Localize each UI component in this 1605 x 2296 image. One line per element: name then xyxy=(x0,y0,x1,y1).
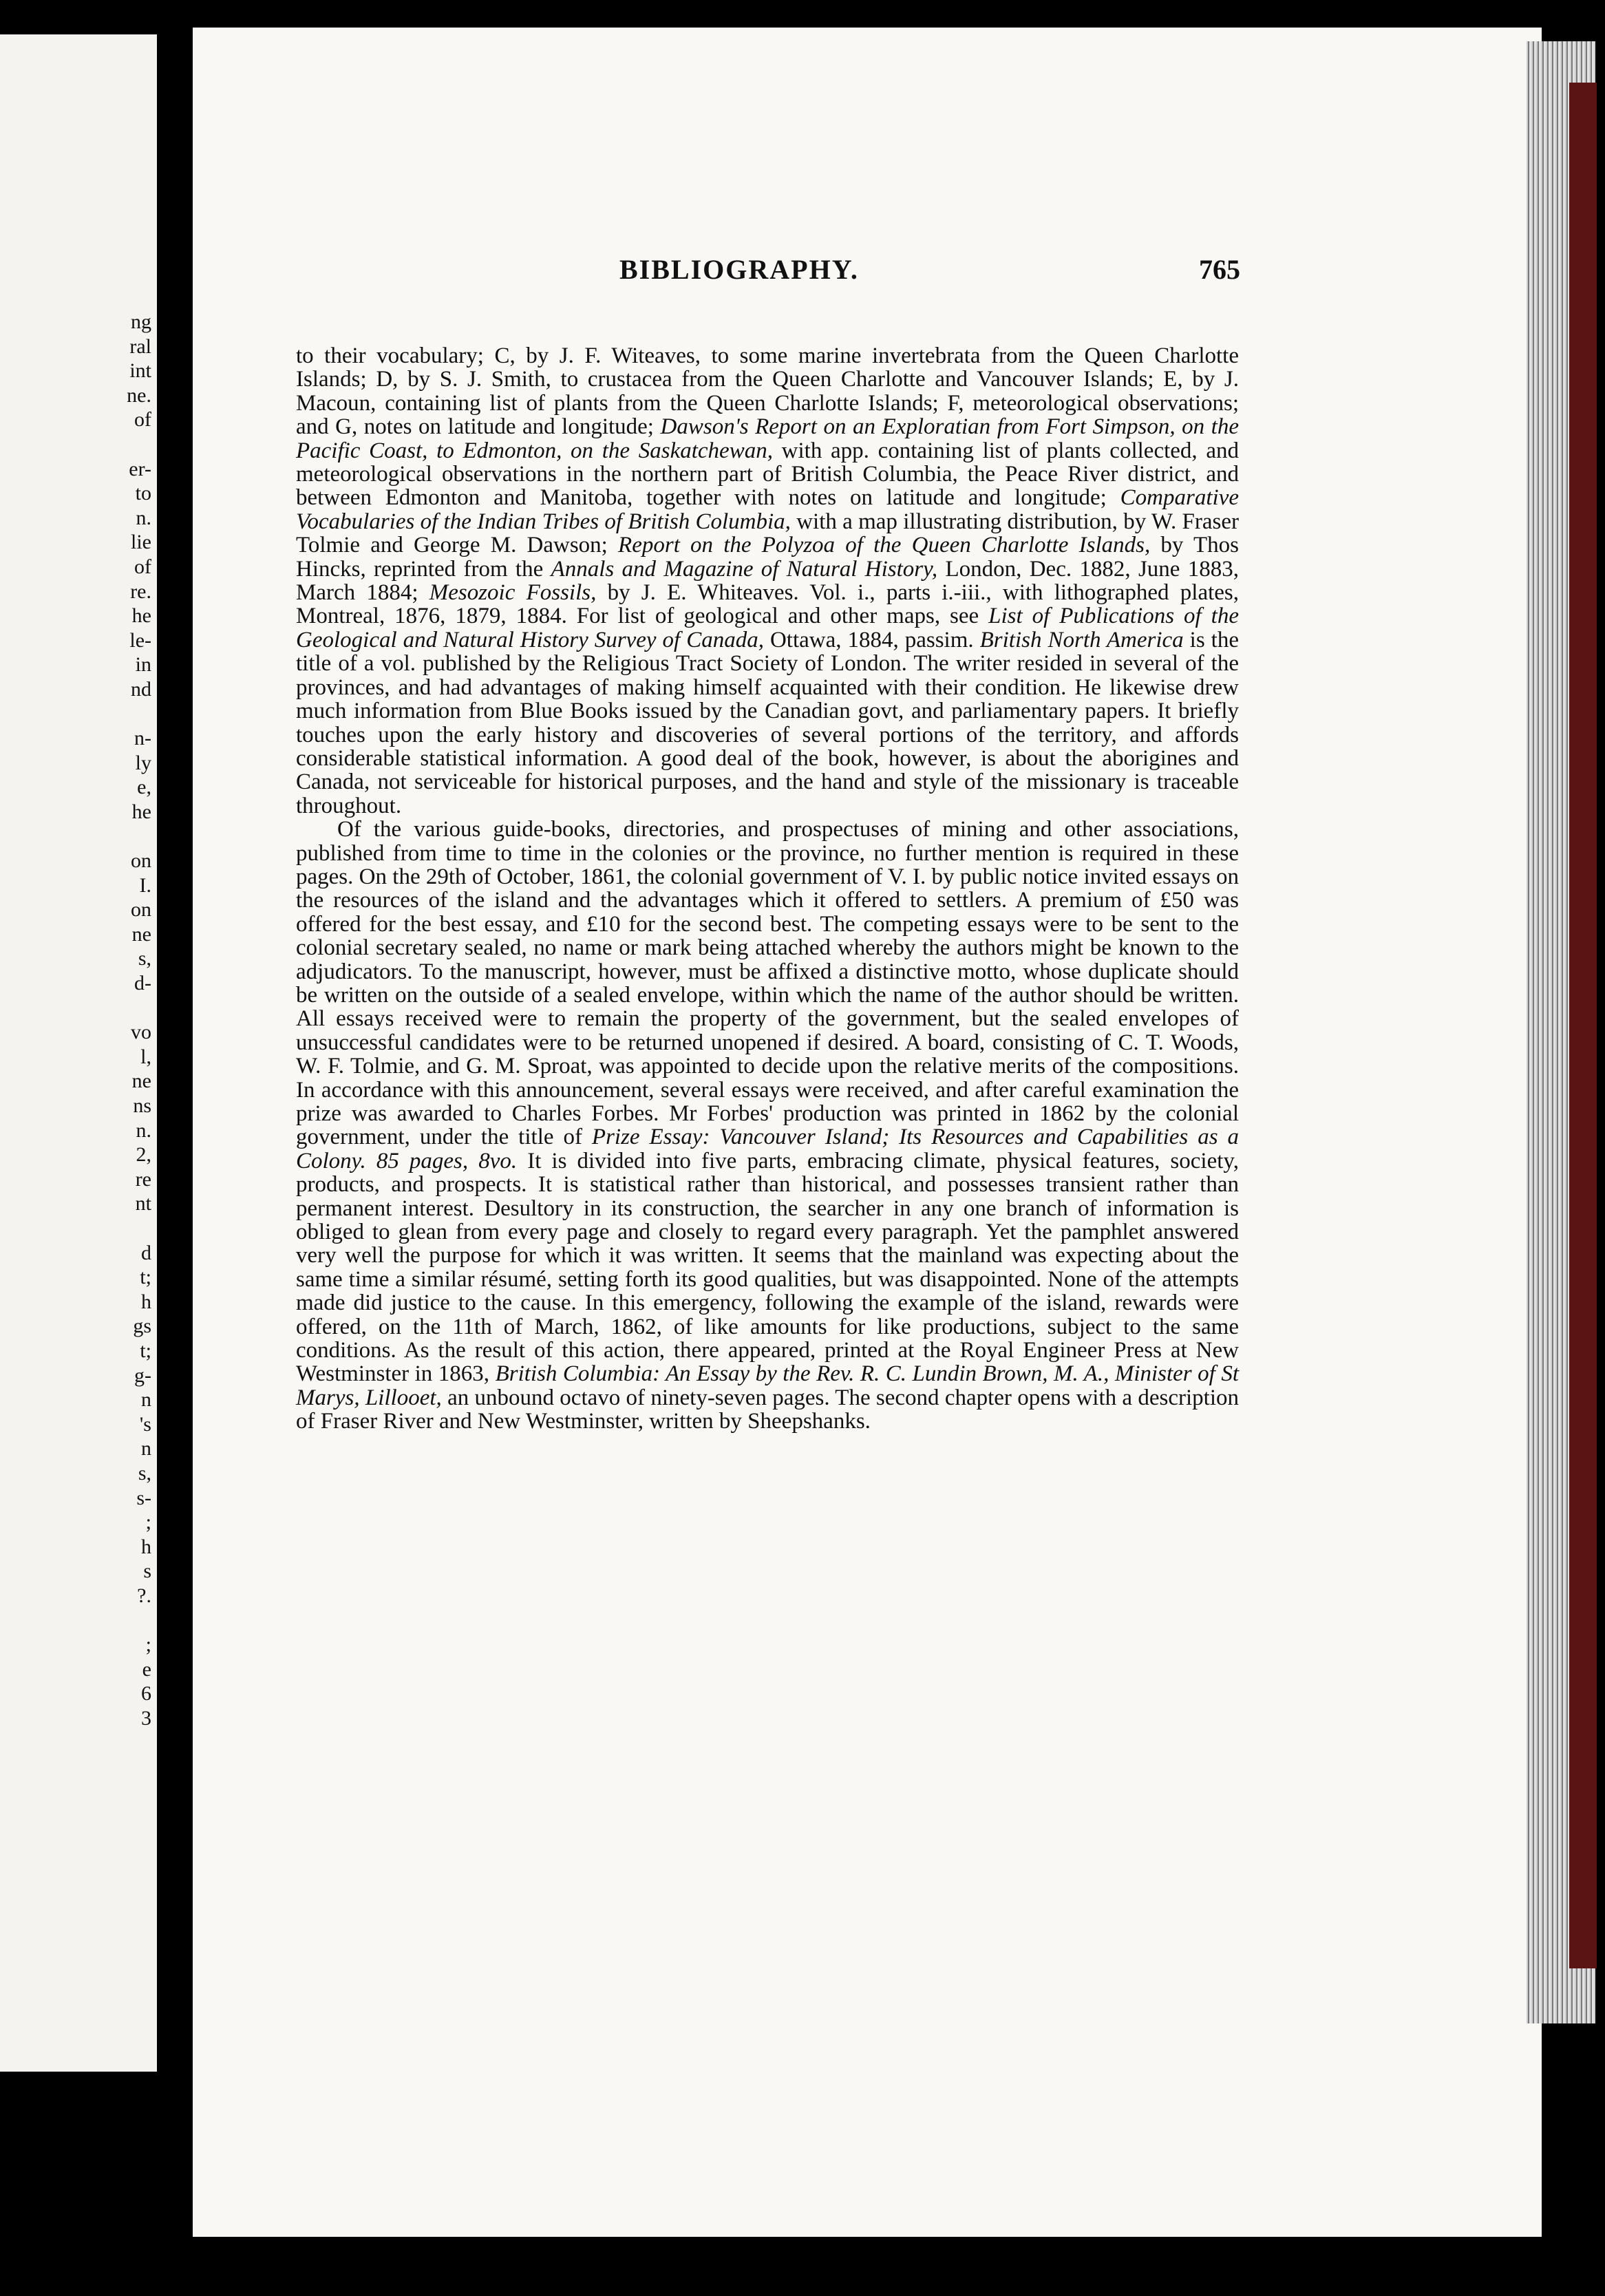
italic-title-segment: Annals and Magazine of Natural History, xyxy=(551,556,938,582)
text-segment: with app. containing list of plants collected, and meteorological observations in the northern part of British Columbia, the Peace River district, and between Edmonton and Manitoba, together with notes on latitude and longitude; xyxy=(296,438,1239,511)
italic-title-segment: Mesozoic Fossils, xyxy=(429,580,597,606)
facing-page-edge xyxy=(0,34,157,2072)
running-title: BIBLIOGRAPHY. xyxy=(619,254,859,285)
page-header xyxy=(427,253,1253,295)
text-segment: Ottawa, 1884, passim. xyxy=(763,627,980,652)
text-segment: It is divided into five parts, embracing climate, physical features, society, products, and prospects. It is statistical rather than historical, and possesses transient rather than permanent interest. Desultory in its construction, the searcher in any one branch of information is obliged to glean from every page and closely to regard every paragraph. Yet the pamphlet answered very well the purpose for which it was written. It seems that the mainland was expecting about the same time a similar résumé, setting forth its good qualities, but was disappointed. None of the attempts made did justice to the cause. In this emergency, following the example of the island, rewards were offered, on the 11th of March, 1862, of like amounts for like productions, subject to the same conditions. As the result of this action, there appeared, printed at the Royal Engineer Press at New Westminster in 1863, xyxy=(296,1148,1239,1387)
italic-title-segment: List of Publications of the Geological and Natural History Survey of Canada, xyxy=(296,604,1239,652)
italic-title-segment: Report on the Polyzoa of the Queen Charlotte Islands, xyxy=(618,533,1151,558)
text-segment: London, Dec. 1882, June 1883, March 1884; xyxy=(296,556,1239,606)
text-segment: an unbound octavo of ninety-seven pages. The second chapter opens with a description of Fraser River and New Westminster, written by Sheepshanks. xyxy=(296,1385,1239,1434)
text-segment: Of the various guide-books, directories, and prospectuses of mining and other associations, published from time to time in the colonies or the province, no further mention is required in these pages. On the 29th of October, 1861, the colonial government of V. I. by public notice invited essays on the resources of the island and the advantages which it offered to settlers. A premium of £50 was offered for the best essay, and £10 for the second best. The competing essays were to be sent to the colonial secretary sealed, no name or mark being attached whereby the authors might be known to the adjudicators. To the manuscript, however, must be affixed a distinctive motto, whose duplicate should be written on the outside of a sealed envelope, within which the name of the author should be written. All essays received were to remain the property of the government, but the sealed envelopes of unsuccessful candidates were to be returned unopened if desired. A board, consisting of C. T. Woods, W. F. Tolmie, and G. M. Sproat, was appointed to decide upon the relative merits of the compositions. In accordance with this announcement, several essays were received, and after careful examination the prize was awarded to Charles Forbes. Mr Forbes' production was printed in 1862 by the colonial government, under the title of xyxy=(296,817,1239,1150)
page-number: 765 xyxy=(1199,254,1240,285)
book-cover-edge xyxy=(1569,83,1597,1968)
italic-title-segment: Comparative Vocabularies of the Indian Tribes of British Columbia, xyxy=(296,485,1239,534)
paragraph-continued xyxy=(296,344,1239,818)
text-segment: by J. E. Whiteaves. Vol. i., parts i.-iii., with lithographed plates, Montreal, 1876, 1879, 1884. For list of geological and other maps, see xyxy=(296,580,1239,629)
italic-title-segment: Dawson's Report on an Exploratian from Fort Simpson, on the Pacific Coast, to Edmonton, on the Saskatchewan, xyxy=(296,414,1239,463)
italic-title-segment: British Columbia: An Essay by the Rev. R. C. Lundin Brown, M. A., Minister of St Marys, Lillooet, xyxy=(296,1361,1239,1410)
body-text xyxy=(296,344,1239,1434)
facing-page-text-fragments: ng ral int ne. of er- to n. lie of re. he le- in nd n- ly e, he on I. on ne s, d- vo l, ne ns n. 2, re nt d t; h gs t; g- n 's n s, s- ; h s ?. ; e 6 3 xyxy=(127,310,151,1730)
italic-title-segment: Prize Essay: Vancouver Island; Its Resources and Capabilities as a Colony. 85 pages, 8vo. xyxy=(296,1125,1239,1173)
text-segment: by Thos Hincks, reprinted from the xyxy=(296,533,1240,582)
text-segment: with a map illustrating distribution, by W. Fraser Tolmie and George M. Dawson; xyxy=(296,509,1239,558)
book-gutter xyxy=(157,0,193,2296)
italic-title-segment: British North America xyxy=(979,627,1184,652)
text-segment: to their vocabulary; C, by J. F. Witeaves, to some marine invertebrata from the Queen Charlotte Islands; D, by S. J. Smith, to crustacea from the Queen Charlotte and Vancouver Islands; E, by J. Macoun, containing list of plants from the Queen Charlotte Islands; F, meteorological observations; and G, notes on latitude and longitude; xyxy=(296,343,1239,440)
text-segment: is the title of a vol. published by the Religious Tract Society of London. The writer resided in several of the provinces, and had advantages of making himself acquainted with their condition. He likewise drew much information from Blue Books issued by the Canadian govt, and parliamentary papers. It briefly touches upon the early history and discoveries of several portions of the territory, and affords considerable statistical information. A good deal of the book, however, is about the aborigines and Canada, not serviceable for historical purposes, and the hand and style of the missionary is traceable throughout. xyxy=(296,627,1239,818)
paragraph-guide-books xyxy=(296,818,1239,1434)
